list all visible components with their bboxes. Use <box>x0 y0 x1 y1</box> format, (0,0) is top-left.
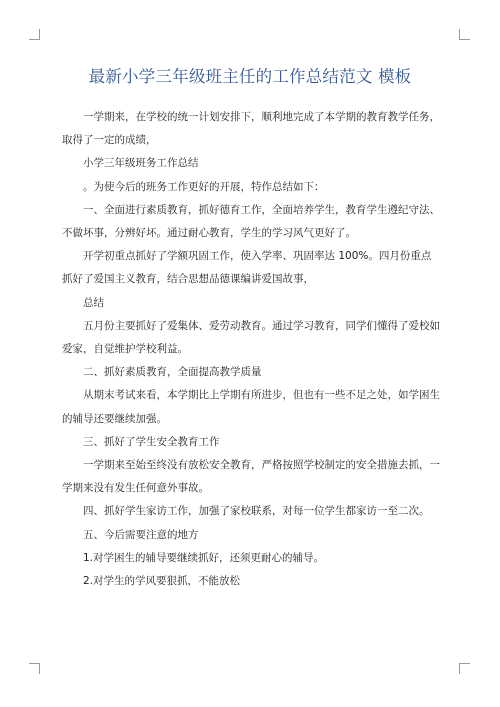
paragraph-label-summary: 总结 <box>83 296 104 309</box>
paragraph-heading-summary: 小学三年级班务工作总结 <box>83 157 199 170</box>
paragraph-intro: 一学期来，在学校的统一计划安排下，顺利地完成了本学期的教育教学任务，取得了一定的成绩， <box>62 111 440 147</box>
paragraph-item-2: 2.对学生的学风要狠抓，不能放松 <box>83 575 241 588</box>
document-title: 最新小学三年级班主任的工作总结范文 模板 <box>88 67 412 86</box>
document-body <box>62 106 440 593</box>
paragraph-section-5: 五、今后需要注意的地方 <box>83 528 199 541</box>
paragraph-safety: 一学期来至始至终没有放松安全教育，严格按照学校制定的安全措施去抓，一学期来没有发生任何意外事故。 <box>62 459 440 495</box>
paragraph-summary-lead: 。为使今后的班务工作更好的开展，特作总结如下： <box>83 180 325 193</box>
paragraph-enrollment: 开学初重点抓好了学额巩固工作，使入学率、巩固率达 100%。四月份重点抓好了爱国主义教育，结合思想品德课编讲爱国故事， <box>62 250 432 286</box>
crop-mark-bottom-left <box>29 663 40 674</box>
paragraph-item-1: 1.对学困生的辅导要继续抓好，还须更耐心的辅导。 <box>83 551 325 564</box>
paragraph-may-education: 五月份主要抓好了爱集体、爱劳动教育。通过学习教育，同学们懂得了爱校如爱家，自觉维护学校利益。 <box>62 319 440 356</box>
paragraph-section-2: 二、抓好素质教育，全面提高教学质量 <box>83 366 262 379</box>
crop-mark-bottom-right <box>459 663 470 674</box>
paragraph-section-3: 三、抓好了学生安全教育工作 <box>83 435 220 448</box>
paragraph-section-4: 四、抓好学生家访工作，加强了家校联系，对每一位学生都家访一至二次。 <box>83 505 430 518</box>
paragraph-exam-results: 从期末考试来看，本学期比上学期有所进步，但也有一些不足之处，如学困生的辅导还要继续加强。 <box>62 389 440 425</box>
crop-mark-top-left <box>29 29 40 40</box>
paragraph-section-1: 一、全面进行素质教育，抓好德育工作，全面培养学生，教育学生遵纪守法、不做坏事，分辨好坏。通过耐心教育，学生的学习风气更好了。 <box>62 203 440 240</box>
crop-mark-top-right <box>459 29 470 40</box>
